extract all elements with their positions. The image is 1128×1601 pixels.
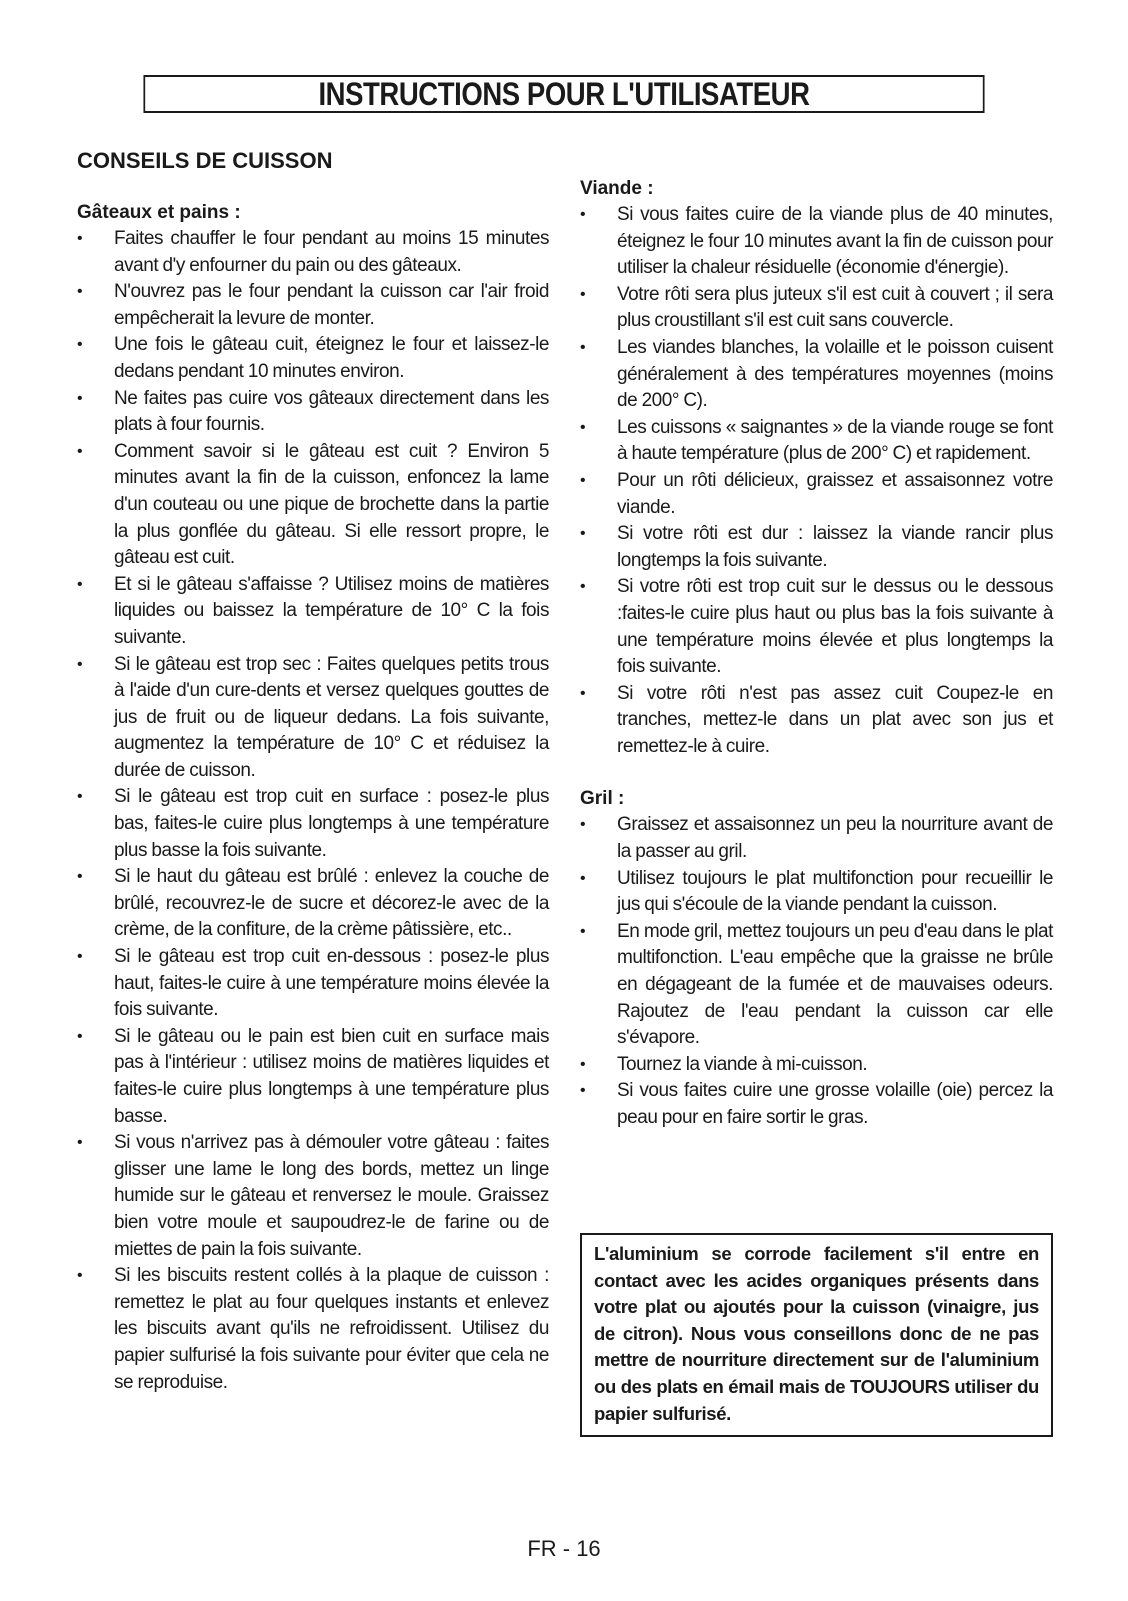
grill-heading: Gril : <box>580 788 625 810</box>
list-item: • Si votre rôti est dur : laissez la viande rancir plus longtemps la fois suivante. <box>580 521 1053 574</box>
list-item: • Graissez et assaisonnez un peu la nourriture avant de la passer au gril. <box>580 812 1053 865</box>
aluminium-warning-note: L'aluminium se corrode facilement s'il entre en contact avec les acides organiques présents dans votre plat ou ajoutés pour la cuisson (vinaigre, jus de citron). Nous vous conseillons donc de ne pas mettre de nourriture directement sur de l'aluminium ou des plats en émail mais de TOUJOURS utiliser du papier sulfurisé. <box>580 1233 1053 1437</box>
list-item: • Les cuissons « saignantes » de la viande rouge se font à haute température (plus de 200° C) et rapidement. <box>580 415 1053 468</box>
list-item: • Et si le gâteau s'affaisse ? Utilisez moins de matières liquides ou baissez la température de 10° C la fois suivante. <box>77 572 549 652</box>
list-item: • Pour un rôti délicieux, graissez et assaisonnez votre viande. <box>580 468 1053 521</box>
list-item: • N'ouvrez pas le four pendant la cuisson car l'air froid empêcherait la levure de monter. <box>77 279 549 332</box>
left-column <box>77 148 549 1396</box>
page-number: FR - 16 <box>527 1536 601 1561</box>
meat-heading: Viande : <box>580 178 654 199</box>
list-item: • Si vous n'arrivez pas à démouler votre gâteau : faites glisser une lame le long des bords, mettez un linge humide sur le gâteau et renversez le moule. Graissez bien votre moule et saupoudrez-le de farine ou de miettes de pain la fois suivante. <box>77 1130 549 1263</box>
page-title: INSTRUCTIONS POUR L'UTILISATEUR <box>143 75 984 113</box>
list-item: • Si vous faites cuire de la viande plus de 40 minutes, éteignez le four 10 minutes avant la fin de cuisson pour utiliser la chaleur résiduelle (économie d'énergie). <box>580 202 1053 282</box>
list-item: • Si le gâteau est trop sec : Faites quelques petits trous à l'aide d'un cure-dents et versez quelques gouttes de jus de fruit ou de liqueur dedans. La fois suivante, augmentez la température de 10° C et réduisez la durée de cuisson. <box>77 652 549 785</box>
list-item: • Si votre rôti n'est pas assez cuit Coupez-le en tranches, mettez-le dans un plat avec son jus et remettez-le à cuire. <box>580 681 1053 761</box>
list-item: • Comment savoir si le gâteau est cuit ? Environ 5 minutes avant la fin de la cuisson, enfoncez la lame d'un couteau ou une pique de brochette dans la partie la plus gonflée du gâteau. Si elle ressort propre, le gâteau est cuit. <box>77 439 549 572</box>
list-item: • Si le gâteau est trop cuit en surface : posez-le plus bas, faites-le cuire plus longtemps à une température plus basse la fois suivante. <box>77 784 549 864</box>
list-item: • Ne faites pas cuire vos gâteaux directement dans les plats à four fournis. <box>77 386 549 439</box>
list-item: • Utilisez toujours le plat multifonction pour recueillir le jus qui s'écoule de la viande pendant la cuisson. <box>580 866 1053 919</box>
list-item: • En mode gril, mettez toujours un peu d'eau dans le plat multifonction. L'eau empêche que la graisse ne brûle en dégageant de la fumée et de mauvaises odeurs. Rajoutez de l'eau pendant la cuisson car elle s'évapore. <box>580 919 1053 1052</box>
list-item: • Si votre rôti est trop cuit sur le dessus ou le dessous :faites-le cuire plus haut ou plus bas la fois suivante à une température moins élevée et plus longtemps la fois suivante. <box>580 574 1053 680</box>
list-item: • Si vous faites cuire une grosse volaille (oie) percez la peau pour en faire sortir le gras. <box>580 1078 1053 1131</box>
list-item: • Si le gâteau ou le pain est bien cuit en surface mais pas à l'intérieur : utilisez moins de matières liquides et faites-le cuire plus longtemps à une température plus basse. <box>77 1024 549 1130</box>
list-item: • Une fois le gâteau cuit, éteignez le four et laissez-le dedans pendant 10 minutes environ. <box>77 332 549 385</box>
grill-list <box>580 812 1053 1131</box>
list-item: • Tournez la viande à mi-cuisson. <box>580 1052 1053 1079</box>
section-title: CONSEILS DE CUISSON <box>77 148 333 173</box>
cakes-breads-heading: Gâteaux et pains : <box>77 202 241 223</box>
list-item: • Si le haut du gâteau est brûlé : enlevez la couche de brûlé, recouvrez-le de sucre et décorez-le avec de la crème, de la confiture, de la crème pâtissière, etc.. <box>77 864 549 944</box>
list-item: • Faites chauffer le four pendant au moins 15 minutes avant d'y enfourner du pain ou des gâteaux. <box>77 226 549 279</box>
meat-list <box>580 202 1053 760</box>
list-item: • Les viandes blanches, la volaille et le poisson cuisent généralement à des températures moyennes (moins de 200° C). <box>580 335 1053 415</box>
right-column <box>580 176 1053 1132</box>
list-item: • Votre rôti sera plus juteux s'il est cuit à couvert ; il sera plus croustillant s'il est cuit sans couvercle. <box>580 282 1053 335</box>
cakes-breads-list <box>77 226 549 1396</box>
list-item: • Si les biscuits restent collés à la plaque de cuisson : remettez le plat au four quelques instants et enlevez les biscuits avant qu'ils ne refroidissent. Utilisez du papier sulfurisé la fois suivante pour éviter que cela ne se reproduise. <box>77 1263 549 1396</box>
list-item: • Si le gâteau est trop cuit en-dessous : posez-le plus haut, faites-le cuire à une température moins élevée la fois suivante. <box>77 944 549 1024</box>
